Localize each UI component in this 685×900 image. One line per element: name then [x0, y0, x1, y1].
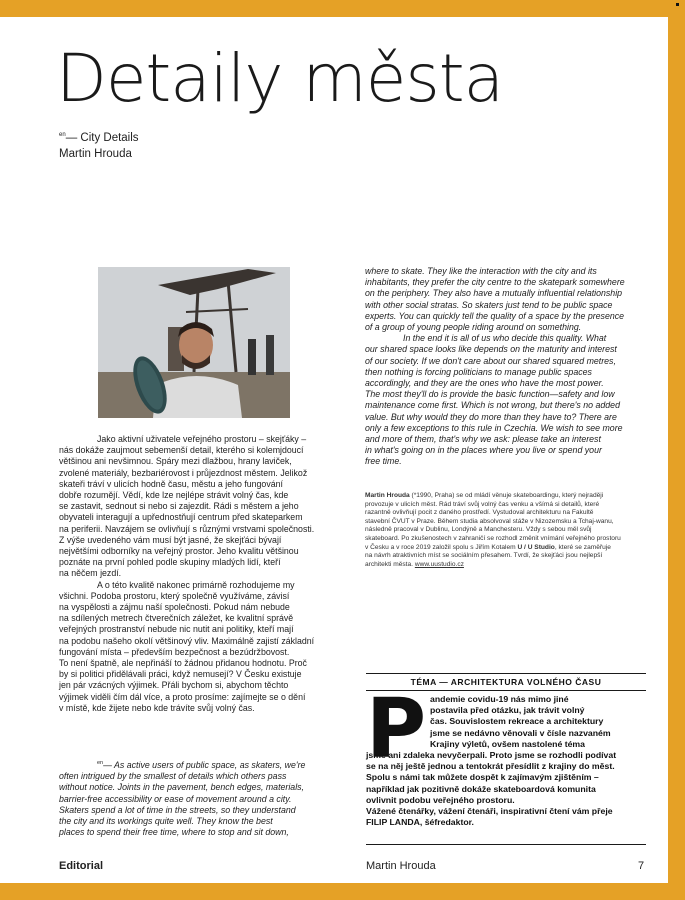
text-line: Z výše uvedeného vám musí být jasné, že skejťáci bývají	[59, 534, 282, 545]
text-line: poznáte na první pohled podle skupiny mladých lidí, kteří	[59, 557, 281, 568]
feature-line: jsme ani zdaleka nevyčerpali. Proto jsme se rozhodli podívat	[366, 750, 617, 761]
bio-line	[365, 492, 621, 501]
text-line: the city and its workings quite well. They know the best	[59, 815, 273, 826]
feature-box	[366, 673, 646, 828]
footer-section: Editorial	[59, 860, 104, 872]
drop-cap: P	[366, 682, 427, 777]
text-line: na sdílených metrech čtverečních záležet, ke kvalitní správě	[59, 613, 294, 624]
feature-line: postavila před otázku, jak trávit volný	[430, 705, 585, 716]
corner-mark	[676, 3, 679, 6]
text-line: accordingly, and they are the ones who have the most power.	[365, 378, 604, 389]
text-line: všichni. Podoba prostoru, který společně využíváme, závisí	[59, 590, 290, 601]
feature-line: Spolu s námi tak můžete dospět k zajímavým zjištěním –	[366, 772, 599, 783]
bio-text: v Česku a v roce 2019 založil spolu s Jiřím Kotalem	[365, 543, 518, 551]
english-subtitle: — City Details	[65, 132, 139, 144]
text-line: with other social stratas. So skaters just tend to be public space	[365, 299, 613, 310]
page-sheet	[0, 17, 668, 883]
text-line: Jako aktivní uživatele veřejného prostoru – skejťáky –	[97, 434, 307, 444]
text-line: without notice. Joints in the pavement, bench edges, materials,	[59, 782, 304, 793]
text-line: barrier-free accessibility or ease of movement around a city.	[59, 793, 292, 804]
bio-line: následně pracoval v Dublinu, Londýně a Manchesteru. Vždy s sebou měl svůj	[365, 526, 592, 534]
skater-photo	[98, 267, 290, 418]
text-line: The most they'll do is provide the basic function—safety and low	[365, 389, 615, 400]
text-line: obyvateli interagují a upřednostňují centrum před skateparkem	[59, 512, 303, 523]
text-line: Skaters spend a lot of time in the streets, so they understand	[59, 804, 296, 815]
studio-website-link[interactable]: www.uustudio.cz	[414, 560, 464, 568]
text-line: zvolené materiály, bezbariérovost i průjezdnost městem. Jelikož	[59, 467, 308, 478]
text-line	[59, 758, 305, 771]
author-name: Martin Hrouda	[59, 148, 132, 160]
text-line: největšími odborníky na veřejný prostor. Jeho kvalitu většinou	[59, 546, 299, 557]
bio-line: provozuje v ulicích měst. Rád tráví svůj volný čas venku a všímá si detailů, které	[365, 500, 600, 508]
text-line: by si politici přidělávali práci, když nemusejí? V Česku existuje	[59, 669, 302, 680]
text-line: inhabitants, they prefer the city centre to the skatepark somewhere	[365, 277, 625, 288]
text-line: výjimek viděli čím dál více, a proto prosíme: zajímejte se o dění	[59, 691, 306, 702]
text-line: se zastavit, sednout si nebo si zajezdit. Rádi s městem a jeho	[59, 501, 299, 512]
author-bio	[365, 492, 621, 569]
text-line: experts. You can quickly tell the quality of a space by the presence	[365, 310, 625, 321]
text-line: our shared space looks like depends on the maturity and interest	[365, 344, 617, 355]
text-line: To není špatně, ale nepřináší to žádnou přidanou hodnotu. Proč	[59, 658, 307, 669]
feature-heading: TÉMA — ARCHITEKTURA VOLNÉHO ČASU	[366, 673, 646, 691]
bio-line: skateboard. Po zkušenostech v zahraničí se rozhodl změnit vnímání veřejného prostoru	[365, 534, 621, 542]
bio-line: razantně ovlivňují pocit z daného prostředí. Vystudoval architekturu na Fakultě	[365, 509, 594, 517]
page-title: Detaily města	[56, 40, 504, 117]
text-line: and more of them, that's why we ask: please take an interest	[365, 434, 601, 445]
feature-line: například jak pozitivně dokáže skateboardová komunita	[366, 783, 596, 794]
feature-line: FILIP LANDA, šéfredaktor.	[366, 817, 474, 828]
lang-tag: en	[97, 760, 104, 766]
bio-line: na návrh atraktivních míst se sociálním přesahem. Tvrdí, že skejťáci jsou nejlepší	[365, 552, 603, 560]
english-text-column-right	[365, 266, 625, 468]
text-line: of our society. If we don't care about our shared squared metres,	[365, 355, 616, 366]
text-line: dobře rozumějí. Vědí, kde lze nejlépe strávit volný čas, kde	[59, 490, 289, 501]
feature-line: Vážené čtenářky, vážení čtenáři, inspirativní čtení vám přeje	[366, 806, 613, 817]
bio-line	[365, 561, 621, 570]
text-line: only a few exceptions to this rule in Czechia. We wish to see more	[365, 422, 623, 433]
english-title	[59, 127, 139, 146]
text-line: skateři tráví v ulicích hodně času, městu a jeho fungování	[59, 478, 283, 489]
feature-line: čas. Souvislostem rekreace a architektury	[430, 716, 604, 727]
text-line: in what's going on in the places where you live or spend your	[365, 445, 602, 456]
text-line: na podobu našeho okolí většinový vliv. Maximálně zajistí základní	[59, 635, 315, 646]
bio-line	[365, 544, 621, 553]
text-line: where to skate. They like the interaction with the city and its	[365, 266, 597, 276]
photo-illustration	[98, 267, 290, 418]
text-line: většinou ani nevšimnou. Spáry mezi dlažbou, hrany laviček,	[59, 456, 292, 467]
text-line: na něčem jezdí.	[59, 568, 122, 579]
studio-name: U / U Studio	[517, 543, 555, 551]
text-line: A o této kvalitě nakonec primárně rozhodujeme my	[97, 579, 295, 590]
text-line: on the periphery. They also have a mutually influential relationship	[365, 288, 623, 299]
feature-line: ovlivnit podobu veřejného prostoru.	[366, 794, 515, 805]
bio-text: , které se zaměřuje	[554, 543, 611, 551]
text-line: veřejných prostranství nebude nic nutit ani politiky, kteří mají	[59, 624, 294, 635]
text-line: free time.	[365, 456, 402, 467]
subtitle-block	[59, 127, 139, 162]
bio-name: Martin Hrouda	[365, 492, 410, 499]
feature-line: Krajiny výletů, ovšem nastolené téma	[430, 738, 585, 749]
text-line: na periferii. Navzájem se ovlivňují s různými vrstvami společnosti.	[59, 523, 315, 534]
text-line: na vyspělosti a zájmu naší společnosti. Pokud nám nebude	[59, 602, 290, 613]
text-line: often intrigued by the smallest of details which others pass	[59, 771, 287, 782]
text-line: then nothing is forcing politicians to manage public spaces	[365, 366, 592, 377]
feature-line: andemie covidu-19 nás mimo jiné	[430, 694, 569, 704]
feature-line: se na něj ještě jednou a tentokrát přesídlit z krajiny do měst.	[366, 761, 615, 772]
text-line: nás dokáže zaujmout sebemenší detail, kterého si kolemjdoucí	[59, 445, 304, 456]
feature-line: jsme se nedávno věnovali v čísle nazvaném	[430, 727, 611, 738]
text-line: value. But why would they do more than they have to? There are	[365, 411, 617, 422]
text-span: — As active users of public space, as skaters, we're	[103, 759, 306, 770]
text-line: of a group of young people riding around on something.	[365, 322, 582, 333]
text-line: In the end it is all of us who decide this quality. What	[403, 333, 607, 344]
czech-text-column	[59, 434, 314, 714]
page-number: 7	[638, 860, 645, 872]
text-line: places to spend their free time, where to stop and sit down,	[59, 827, 289, 838]
footer-author: Martin Hrouda	[366, 860, 436, 872]
bio-text: (*1990, Praha) se od mládí věnuje skateboardingu, který nejraději	[409, 492, 604, 499]
english-text-column-left	[59, 758, 305, 838]
bio-text: architekti města.	[365, 560, 415, 568]
text-line: maintenance come first. Which is not wrong, but there's no added	[365, 400, 620, 411]
bio-line: stavební ČVUT v Praze. Během studia absolvoval stáže v Nizozemsku a Tchaj-wanu,	[365, 517, 614, 525]
text-line: v místě, kde žijete nebo kde trávíte svůj volný čas.	[59, 702, 255, 713]
text-line: fungování místa – především bezpečnost a bezúdržbovost.	[59, 646, 290, 657]
lang-tag: en	[59, 132, 66, 138]
feature-bottom-rule	[366, 844, 646, 845]
text-line: jen pár vzácných výjimek. Přáli bychom si, abychom těchto	[59, 680, 289, 691]
